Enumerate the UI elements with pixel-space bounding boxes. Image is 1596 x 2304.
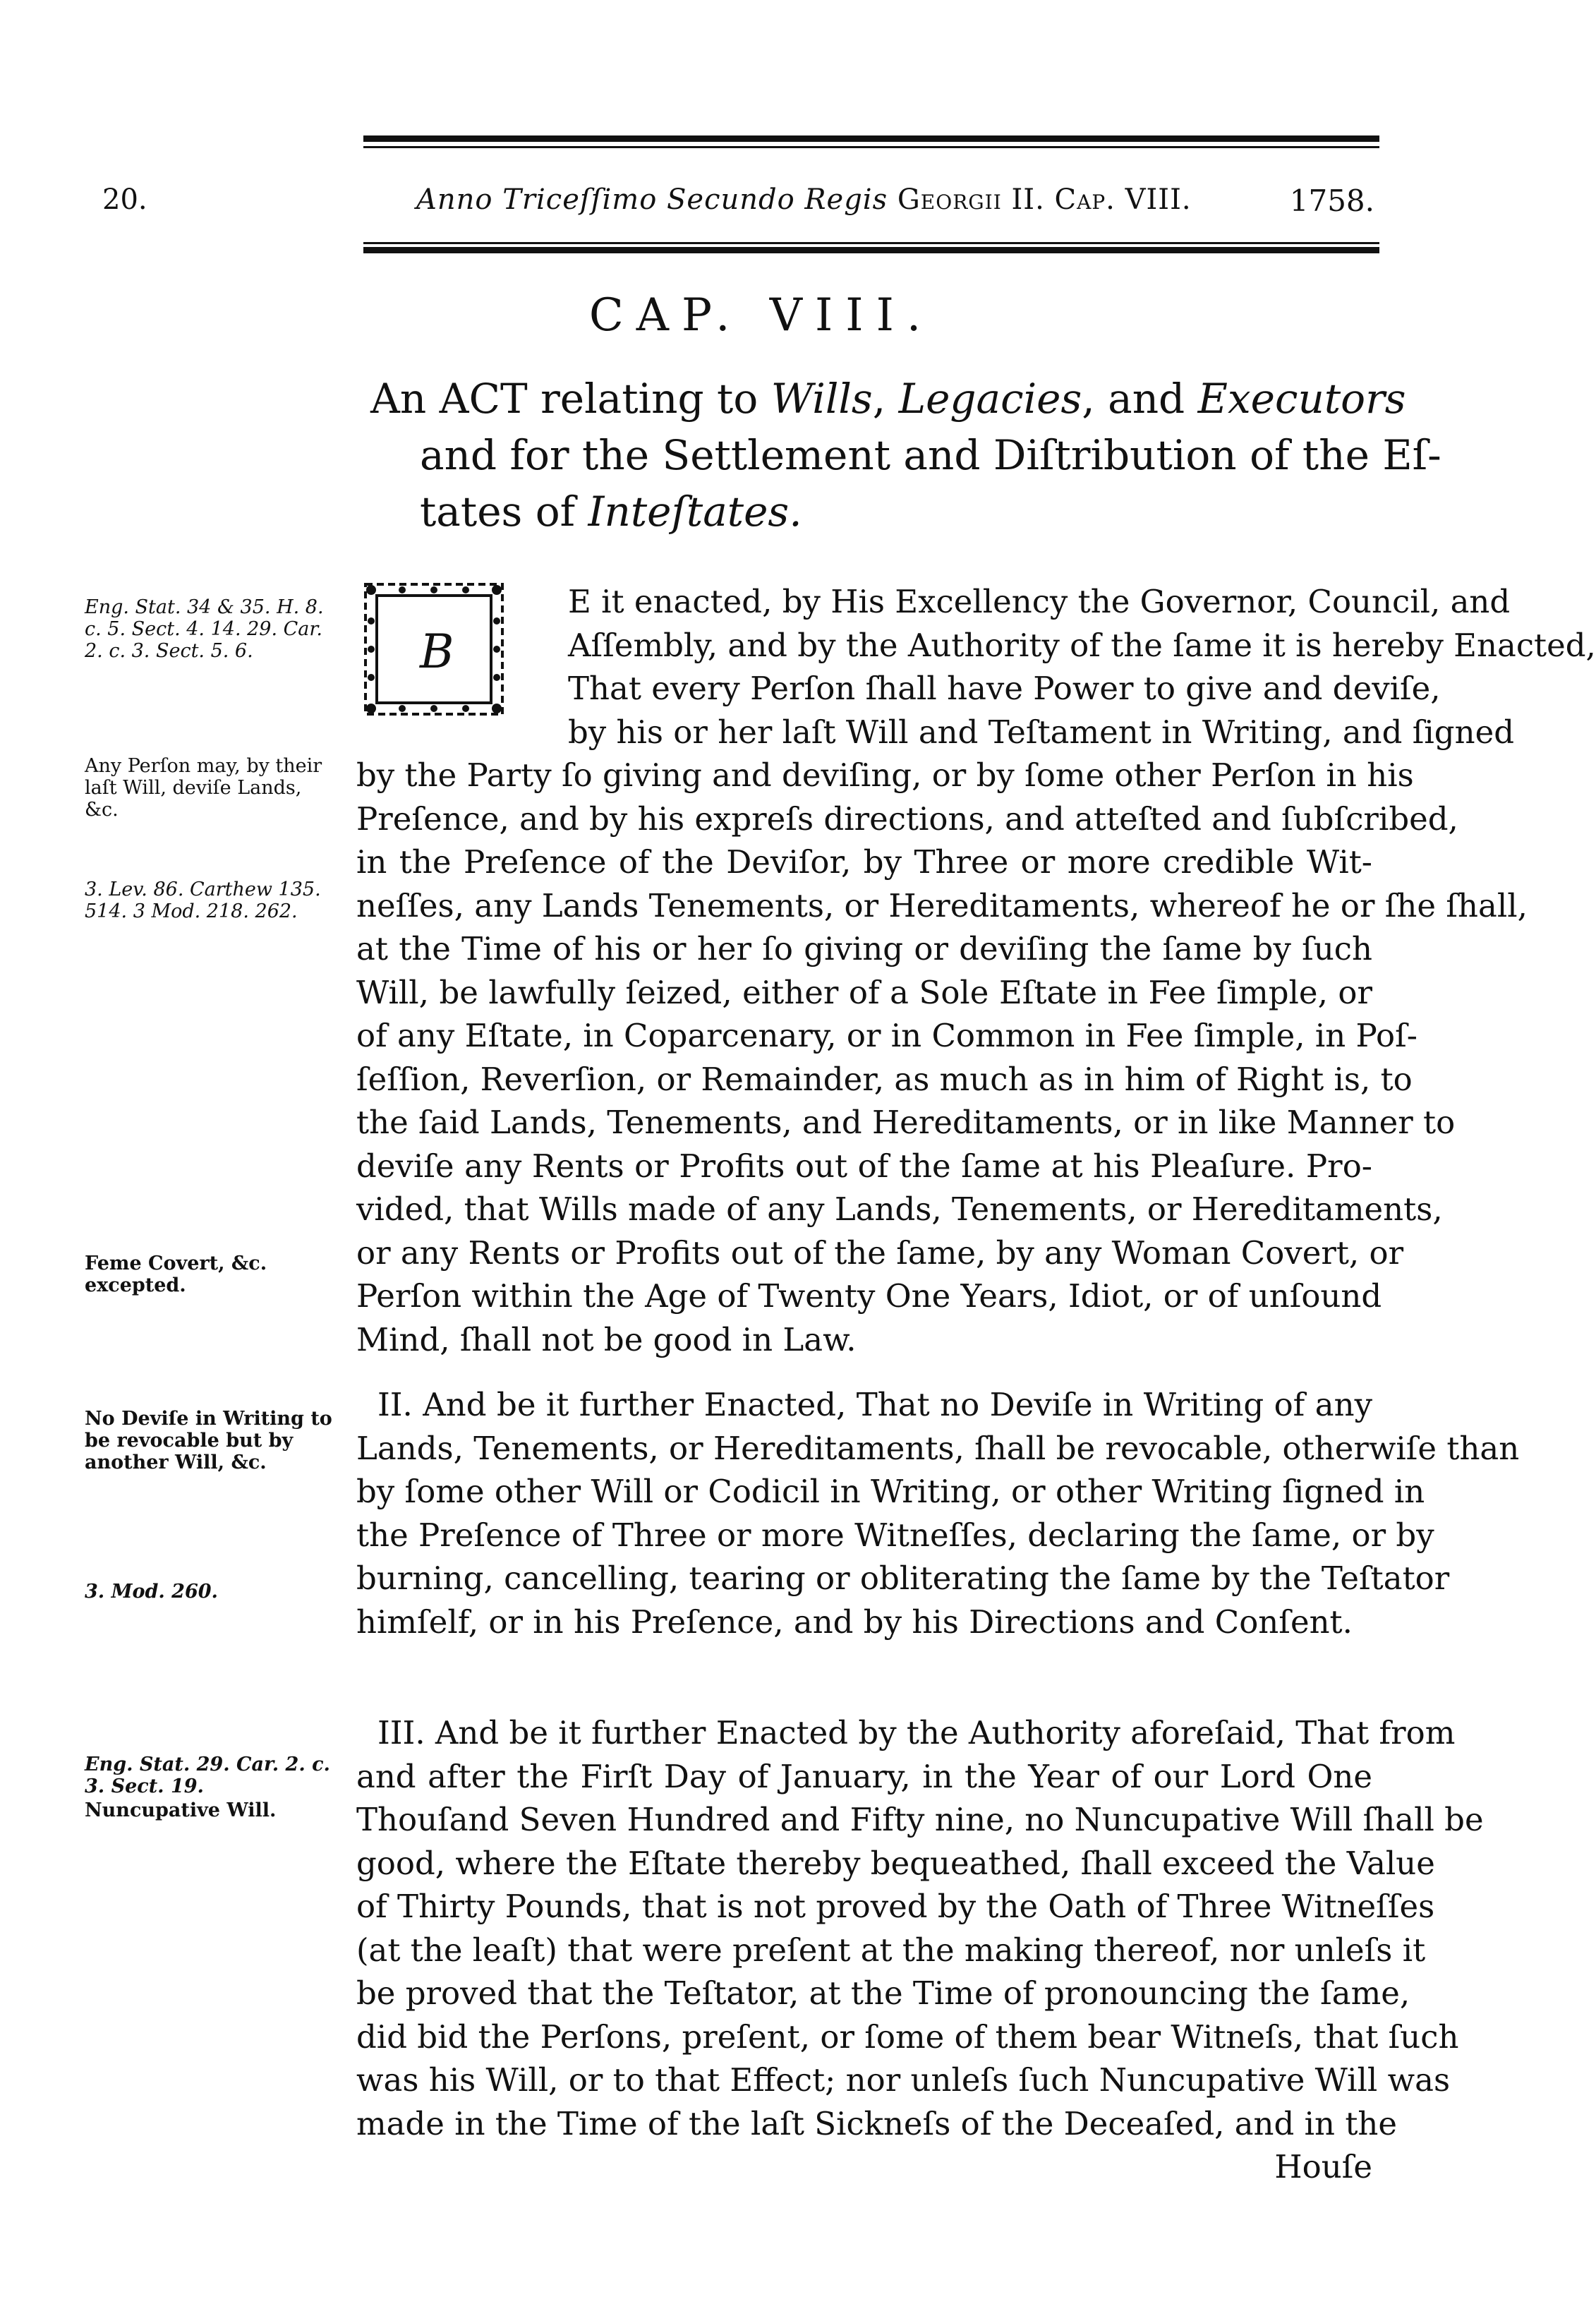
running-head-caps: Georgii II. Cap. VIII. <box>897 183 1192 216</box>
section-3-line: III. And be it further Enacted by the Authority aforeſaid, That from <box>377 1714 1456 1751</box>
section-3-line: of Thirty Pounds, that is not proved by the Oath of Three Witneſſes <box>356 1888 1435 1925</box>
section-1-line: Mind, ſhall not be good in Law. <box>356 1320 857 1358</box>
section-1-line: at the Time of his or her ſo giving or deviſing the ſame by ſuch <box>356 930 1372 967</box>
head-rule-thin <box>363 242 1379 244</box>
top-rule-thin <box>363 146 1379 148</box>
section-1-line: of any Eſtate, in Coparcenary, or in Common in Fee ſimple, in Poſ- <box>356 1017 1417 1054</box>
section-3-line: be proved that the Teſtator, at the Time of pronouncing the ſame, <box>356 1974 1410 2012</box>
running-head-year: 1758. <box>1289 183 1374 218</box>
section-3-line: good, where the Eſtate thereby bequeathed, ſhall exceed the Value <box>356 1844 1435 1882</box>
margin-note-revocation: No Deviſe in Writing to be revocable but by another Will, &c. <box>85 1408 332 1473</box>
act-title-line-1: An ACT relating to Wills, Legacies, and Executors <box>370 375 1406 423</box>
section-1-line: in the Preſence of the Deviſor, by Three or more credible Wit- <box>356 843 1372 881</box>
head-rule <box>363 247 1379 253</box>
margin-note-statute: Eng. Stat. 34 & 35. H. 8. c. 5. Sect. 4. 14. 29. Car. 2. c. 3. Sect. 5. 6. <box>85 596 324 662</box>
section-1-line: Preſence, and by his expreſs directions, and atteſted and ſubſcribed, <box>356 800 1458 838</box>
section-3-line: (at the leaſt) that were preſent at the making thereof, nor unleſs it <box>356 1931 1426 1969</box>
section-3-line: made in the Time of the laſt Sickneſs of the Deceaſed, and in the <box>356 2104 1398 2142</box>
top-rule <box>363 135 1379 142</box>
section-1-line: the ſaid Lands, Tenements, and Hereditaments, or in like Manner to <box>356 1104 1456 1141</box>
section-1-line: ſeſſion, Reverſion, or Remainder, as much as in him of Right is, to <box>356 1060 1413 1098</box>
section-3-line: and after the Firſt Day of January, in the Year of our Lord One <box>356 1757 1372 1795</box>
section-3-line: Thouſand Seven Hundred and Fifty nine, no Nuncupative Will ſhall be <box>356 1801 1484 1838</box>
section-1-line: by his or her laſt Will and Teſtament in Writing, and ſigned <box>568 713 1515 751</box>
section-1-line: deviſe any Rents or Profits out of the ſame at his Pleaſure. Pro- <box>356 1147 1372 1185</box>
section-1 <box>356 580 1596 1361</box>
act-title-line-2: and for the Settlement and Diſtribution of the Eſ- <box>420 431 1441 479</box>
section-1-line: Aſſembly, and by the Authority of the ſame it is hereby Enacted, <box>568 626 1596 664</box>
section-2-line: by ſome other Will or Codicil in Writing, or other Writing ſigned in <box>356 1473 1425 1510</box>
section-2 <box>356 1383 1520 1643</box>
section-1-line: vided, that Wills made of any Lands, Tenements, or Hereditaments, <box>356 1190 1443 1228</box>
running-head-italic: Anno Triceſſimo Secundo Regis <box>416 183 888 216</box>
section-2-line: Lands, Tenements, or Hereditaments, ſhall be revocable, otherwiſe than <box>356 1429 1520 1467</box>
drop-cap-letter: B <box>420 625 454 679</box>
running-head-title <box>416 183 1192 216</box>
page-number: 20. <box>102 183 147 216</box>
margin-note-feme-covert: Feme Covert, &c. excepted. <box>85 1253 267 1296</box>
act-title-line-3: tates of Inteſtates. <box>420 488 802 536</box>
act-title <box>370 370 1441 540</box>
chapter-heading: CAP. VIII. <box>588 289 934 342</box>
margin-note-devise: Any Perſon may, by their laſt Will, deviſe Lands, &c. <box>85 755 322 821</box>
margin-note-nuncupative: Nuncupative Will. <box>85 1799 277 1821</box>
section-2-line: II. And be it further Enacted, That no Deviſe in Writing of any <box>377 1386 1372 1423</box>
margin-note-mod: 3. Mod. 260. <box>85 1581 218 1603</box>
section-2-line: himſelf, or in his Preſence, and by his Directions and Conſent. <box>356 1603 1353 1641</box>
section-1-line: or any Rents or Profits out of the ſame, by any Woman Covert, or <box>356 1234 1404 1272</box>
margin-note-cases: 3. Lev. 86. Carthew 135. 514. 3 Mod. 218. 262. <box>85 879 321 922</box>
section-3-line: did bid the Perſons, preſent, or ſome of them bear Witneſs, that ſuch <box>356 2017 1459 2056</box>
margin-note-statute-2: Eng. Stat. 29. Car. 2. c. 3. Sect. 19. <box>85 1754 330 1797</box>
running-head <box>0 183 1438 233</box>
section-2-line: burning, cancelling, tearing or obliterating the ſame by the Teſtator <box>356 1560 1450 1597</box>
section-1-line: neſſes, any Lands Tenements, or Hereditaments, whereof he or ſhe ſhall, <box>356 886 1528 924</box>
section-1-line: Will, be lawfully ſeized, either of a Sole Eſtate in Fee ſimple, or <box>356 973 1372 1011</box>
section-1-line: by the Party ſo giving and deviſing, or by ſome other Perſon in his <box>356 756 1414 794</box>
section-1-line: Perſon within the Age of Twenty One Years, Idiot, or of unſound <box>356 1277 1382 1315</box>
section-3 <box>356 1711 1484 2189</box>
section-3-line: was his Will, or to that Effect; nor unleſs ſuch Nuncupative Will was <box>356 2061 1451 2099</box>
section-1-line: That every Perſon ſhall have Power to give and deviſe, <box>568 670 1441 707</box>
catchword: Houſe <box>1274 2148 1372 2185</box>
section-2-line: the Preſence of Three or more Witneſſes, declaring the ſame, or by <box>356 1516 1434 1554</box>
section-1-line: E it enacted, by His Excellency the Governor, Council, and <box>568 583 1511 620</box>
